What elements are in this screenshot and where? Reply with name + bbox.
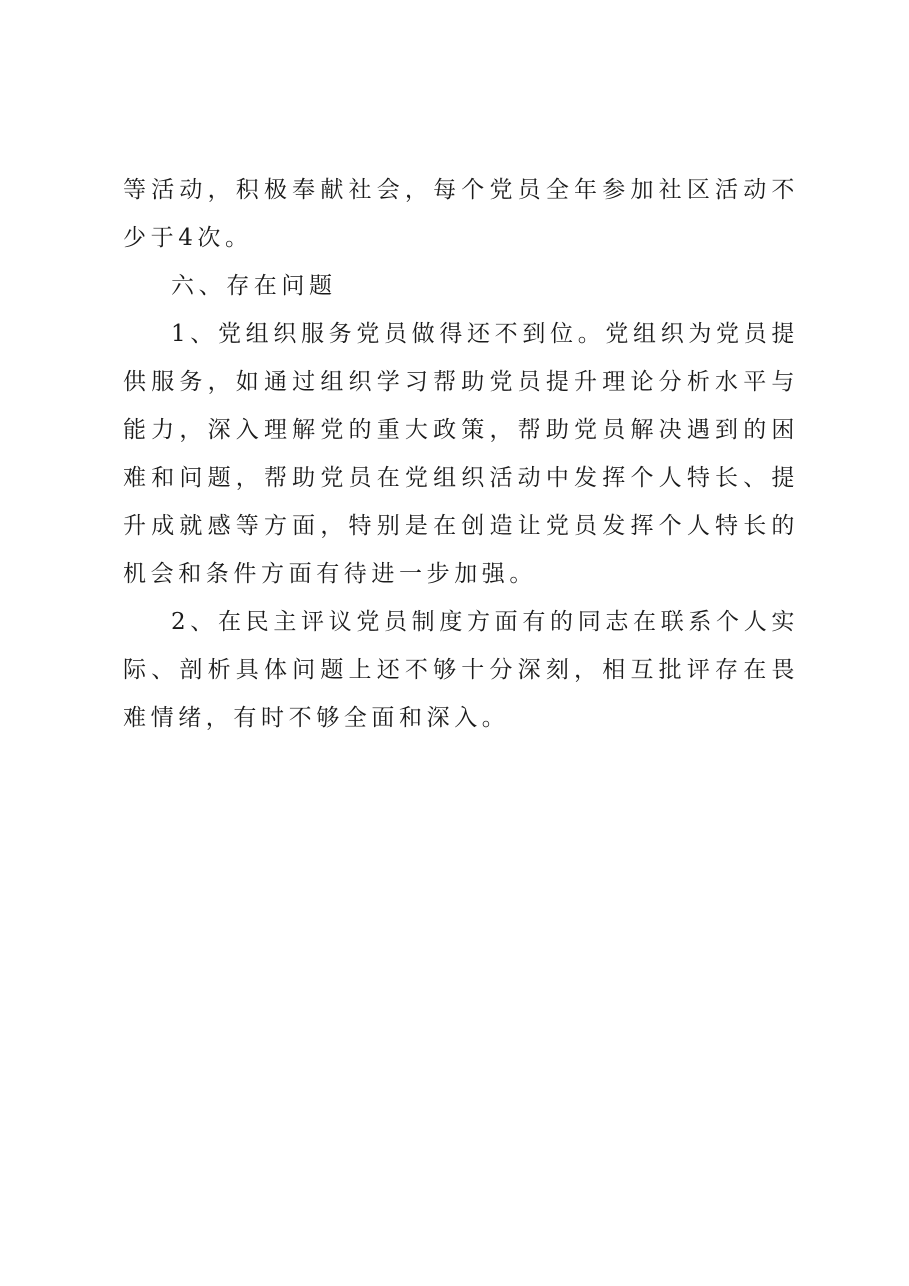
paragraph-issue-2: 2、在民主评议党员制度方面有的同志在联系个人实际、剖析具体问题上还不够十分深刻，相互批评存在畏难情绪，有时不够全面和深入。 xyxy=(123,609,799,731)
paragraph-continuation: 等活动，积极奉献社会，每个党员全年参加社区活动不少于4次。 xyxy=(123,177,799,251)
section-heading: 六、存在问题 xyxy=(171,273,337,299)
paragraph-issue-1: 1、党组织服务党员做得还不到位。党组织为党员提供服务，如通过组织学习帮助党员提升理论分析水平与能力，深入理解党的重大政策，帮助党员解决遇到的困难和问题，帮助党员在党组织活动中发挥个人特长、提升成就感等方面，特别是在创造让党员发挥个人特长的机会和条件方面有待进一步加强。 xyxy=(123,321,799,587)
document-body xyxy=(123,166,799,742)
